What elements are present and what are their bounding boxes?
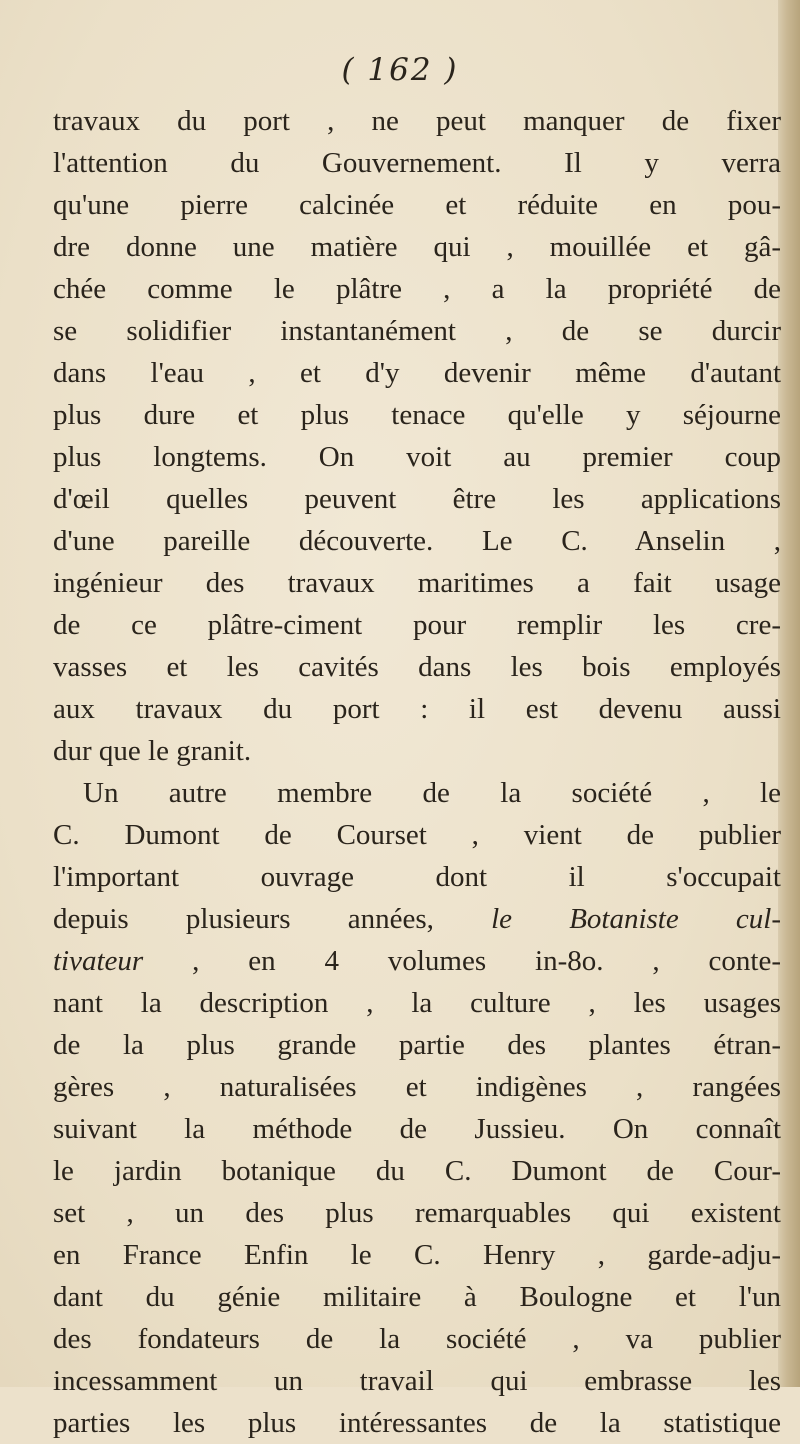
text-line: en France Enfin le C. Henry , garde-adju- — [53, 1239, 781, 1271]
text-line: incessamment un travail qui embrasse les — [53, 1365, 781, 1397]
text-line: l'important ouvrage dont il s'occupait — [53, 861, 781, 893]
text-line: gères , naturalisées et indigènes , rangées — [53, 1071, 781, 1103]
text-line: travaux du port , ne peut manquer de fixer — [53, 105, 781, 137]
text-line: se solidifier instantanément , de se durcir — [53, 315, 781, 347]
text-line: l'attention du Gouvernement. Il y verra — [53, 147, 781, 179]
text-segment: depuis plusieurs années, — [53, 903, 492, 935]
paragraph-end-line: dur que le granit. — [53, 735, 252, 767]
text-line: ingénieur des travaux maritimes a fait usage — [53, 567, 781, 599]
text-line: dre donne une matière qui , mouillée et gâ- — [53, 231, 781, 263]
text-line: nant la description , la culture , les usages — [53, 987, 781, 1019]
text-segment: , en 4 volumes in-8o. , conte- — [143, 945, 781, 977]
text-line: le jardin botanique du C. Dumont de Cour- — [53, 1155, 781, 1187]
text-line: dans l'eau , et d'y devenir même d'autant — [53, 357, 781, 389]
body-text — [53, 100, 781, 1444]
text-line: de ce plâtre-ciment pour remplir les cre- — [53, 609, 781, 641]
text-line: parties les plus intéressantes de la statistique — [53, 1407, 781, 1439]
text-line: C. Dumont de Courset , vient de publier — [53, 819, 781, 851]
text-line: dant du génie militaire à Boulogne et l'un — [53, 1281, 781, 1313]
text-line: chée comme le plâtre , a la propriété de — [53, 273, 781, 305]
text-line: aux travaux du port : il est devenu aussi — [53, 693, 781, 725]
paragraph-start-line: Un autre membre de la société , le — [83, 777, 781, 809]
text-line: set , un des plus remarquables qui existent — [53, 1197, 781, 1229]
book-title-italic: le Botaniste cul- — [491, 903, 781, 935]
page-gutter-shadow — [778, 0, 800, 1387]
text-line: plus dure et plus tenace qu'elle y séjourne — [53, 399, 781, 431]
text-line: d'une pareille découverte. Le C. Anselin , — [53, 525, 781, 557]
page-number: ( 162 ) — [341, 52, 459, 88]
text-line: de la plus grande partie des plantes étran- — [53, 1029, 781, 1061]
text-line: vasses et les cavités dans les bois employés — [53, 651, 781, 683]
book-title-italic: tivateur — [53, 945, 144, 977]
text-line: des fondateurs de la société , va publier — [53, 1323, 781, 1355]
text-line: qu'une pierre calcinée et réduite en pou- — [53, 189, 781, 221]
text-line — [53, 898, 781, 940]
text-line: suivant la méthode de Jussieu. On connaît — [53, 1113, 781, 1145]
text-line — [53, 940, 781, 982]
text-line: plus longtems. On voit au premier coup — [53, 441, 781, 473]
text-line: d'œil quelles peuvent être les applications — [53, 483, 781, 515]
